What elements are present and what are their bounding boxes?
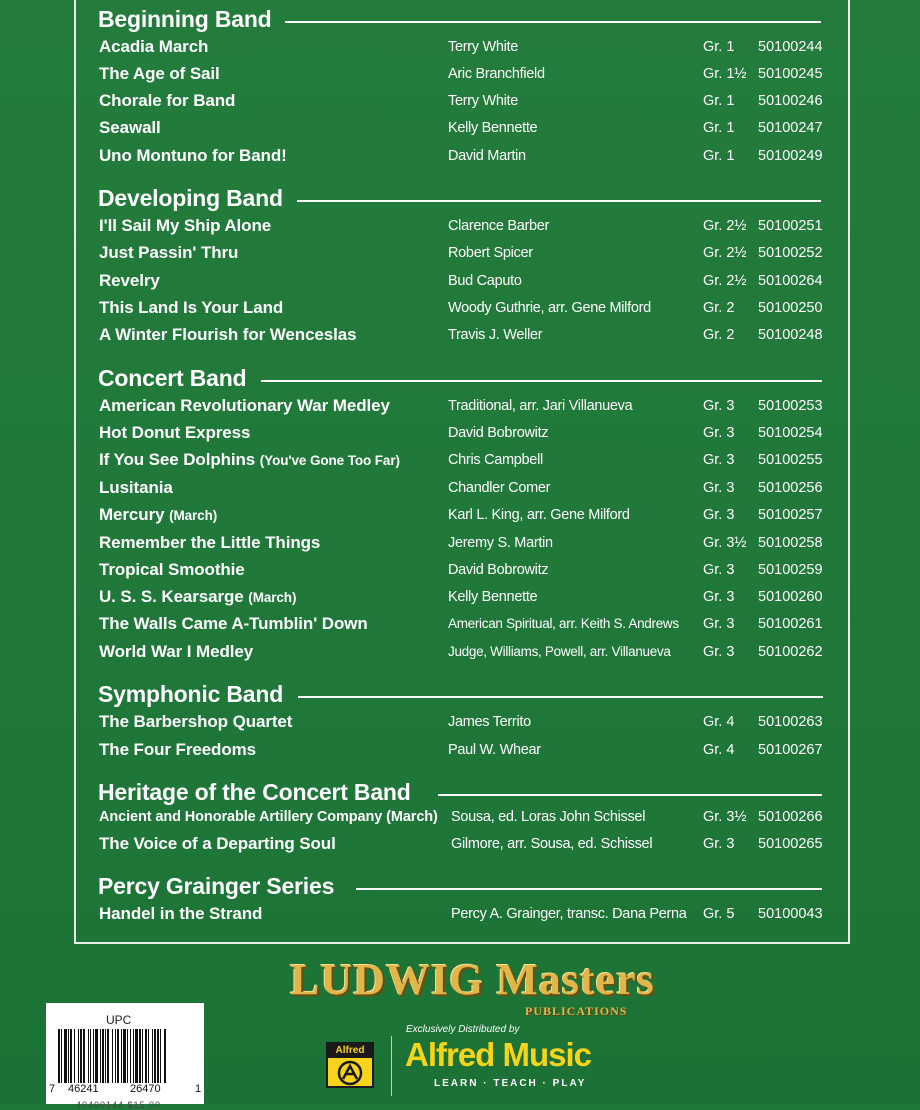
composer: Chris Campbell [448, 452, 543, 468]
composer: Aric Branchfield [448, 66, 545, 82]
grade: Gr. 3 [703, 452, 735, 468]
item-number: 50100260 [758, 589, 823, 605]
barcode-bar [135, 1029, 138, 1083]
section-title: Concert Band [98, 365, 247, 391]
list-item [0, 532, 920, 559]
composer: Woody Guthrie, arr. Gene Milford [448, 300, 651, 316]
grade: Gr. 4 [703, 714, 735, 730]
alfred-tagline: LEARN · TEACH · PLAY [434, 1078, 587, 1089]
logo-wordmark: LUDWIG Masters [290, 955, 655, 1004]
composer: Gilmore, arr. Sousa, ed. Schissel [451, 836, 653, 852]
barcode-bar [105, 1029, 106, 1083]
barcode-bar [70, 1029, 72, 1083]
section-rule [297, 200, 821, 202]
piece-title: The Four Freedoms [99, 740, 256, 759]
alfred-badge [326, 1042, 374, 1088]
piece-title: Hot Donut Express [99, 423, 251, 442]
alfred-emblem-icon [336, 1060, 364, 1086]
item-number: 50100266 [758, 809, 823, 825]
barcode-bar [64, 1029, 67, 1083]
item-number: 50100267 [758, 742, 823, 758]
section-rule [438, 794, 822, 796]
list-item [0, 145, 920, 172]
item-number: 50100250 [758, 300, 823, 316]
item-number: 50100043 [758, 906, 823, 922]
barcode-bar [152, 1029, 153, 1083]
barcode-bar [80, 1029, 82, 1083]
list-item [0, 449, 920, 476]
barcode-bar [88, 1029, 89, 1083]
upc-label: UPC [106, 1013, 132, 1027]
piece-title: World War I Medley [99, 642, 254, 661]
list-item [0, 297, 920, 324]
item-number: 50100251 [758, 218, 823, 234]
barcode-bar [83, 1029, 85, 1083]
list-item [0, 117, 920, 144]
piece-subtitle: (March) [248, 590, 297, 605]
composer: Karl L. King, arr. Gene Milford [448, 507, 630, 523]
barcode-card [46, 1003, 204, 1110]
section-title: Percy Grainger Series [98, 873, 335, 899]
composer: Bud Caputo [448, 273, 522, 289]
composer: Robert Spicer [448, 245, 533, 261]
grade: Gr. 3 [703, 616, 735, 632]
piece-title: The Barbershop Quartet [99, 712, 293, 731]
list-item [0, 395, 920, 422]
grade: Gr. 3 [703, 398, 735, 414]
list-item [0, 806, 920, 833]
grade: Gr. 1 [703, 93, 735, 109]
barcode-bar [121, 1029, 122, 1083]
grade: Gr. 3 [703, 562, 735, 578]
ludwig-masters-logo [290, 954, 655, 1024]
grade: Gr. 1 [703, 120, 735, 136]
barcode-icon [58, 1029, 194, 1083]
barcode-bar [127, 1029, 128, 1083]
item-number: 50100247 [758, 120, 823, 136]
piece-title [99, 586, 296, 609]
list-item [0, 739, 920, 766]
barcode-bar [139, 1029, 141, 1083]
upc-digit-right: 26470 [130, 1083, 161, 1095]
barcode-bar [93, 1029, 94, 1083]
piece-title-main: If You See Dolphins [99, 450, 256, 469]
item-number: 50100263 [758, 714, 823, 730]
list-item [0, 90, 920, 117]
composer: Terry White [448, 39, 519, 55]
piece-title [99, 504, 217, 527]
barcode-bar [95, 1029, 98, 1083]
piece-subtitle: (March) [169, 508, 218, 523]
list-item [0, 711, 920, 738]
list-item [0, 270, 920, 297]
item-number: 50100244 [758, 39, 823, 55]
grade: Gr. 3 [703, 644, 735, 660]
piece-title: Seawall [99, 118, 161, 137]
barcode-bar [160, 1029, 161, 1083]
composer: James Territo [448, 714, 531, 730]
grade: Gr. 2½ [703, 218, 747, 234]
barcode-bar [68, 1029, 69, 1083]
composer: Clarence Barber [448, 218, 550, 234]
barcode-bar [78, 1029, 79, 1083]
composer: Paul W. Whear [448, 742, 541, 758]
barcode-bar [90, 1029, 91, 1083]
barcode-bar [164, 1029, 166, 1083]
item-number: 50100256 [758, 480, 823, 496]
grade: Gr. 1½ [703, 66, 747, 82]
list-item [0, 903, 920, 930]
piece-title: This Land Is Your Land [99, 298, 284, 317]
grade: Gr. 3 [703, 425, 735, 441]
list-item [0, 324, 920, 351]
alfred-badge-label: Alfred [328, 1044, 372, 1058]
grade: Gr. 5 [703, 906, 735, 922]
grade: Gr. 2½ [703, 273, 747, 289]
barcode-bar [112, 1029, 113, 1083]
grade: Gr. 3 [703, 507, 735, 523]
barcode-bar [74, 1029, 75, 1083]
item-number: 50100261 [758, 616, 823, 632]
piece-title: The Age of Sail [99, 64, 220, 83]
item-number: 50100249 [758, 148, 823, 164]
distributed-by-text: Exclusively Distributed by [406, 1024, 520, 1035]
logo-divider [391, 1036, 392, 1096]
section-rule [356, 888, 822, 890]
piece-title: Chorale for Band [99, 91, 236, 110]
logo-subtitle: PUBLICATIONS [525, 1004, 628, 1018]
grade: Gr. 3 [703, 836, 735, 852]
upc-digit-check: 1 [195, 1083, 202, 1095]
piece-title: Acadia March [99, 37, 209, 56]
grade: Gr. 1 [703, 39, 735, 55]
piece-title: A Winter Flourish for Wenceslas [99, 325, 357, 344]
piece-title: Ancient and Honorable Artillery Company (March) [99, 809, 438, 825]
grade: Gr. 1 [703, 148, 735, 164]
grade: Gr. 3 [703, 589, 735, 605]
list-item [0, 641, 920, 668]
piece-title-main: Mercury [99, 505, 165, 524]
composer: Chandler Comer [448, 480, 551, 496]
grade: Gr. 2½ [703, 245, 747, 261]
list-item [0, 242, 920, 269]
composer: Traditional, arr. Jari Villanueva [448, 398, 633, 414]
grade: Gr. 3½ [703, 535, 747, 551]
list-item [0, 504, 920, 531]
item-number: 50100258 [758, 535, 823, 551]
barcode-bar [102, 1029, 104, 1083]
section-rule [261, 380, 822, 382]
list-item [0, 586, 920, 613]
piece-title: Tropical Smoothie [99, 560, 245, 579]
composer: Kelly Bennette [448, 120, 538, 136]
upc-digit-left: 46241 [68, 1083, 99, 1095]
composer: Percy A. Grainger, transc. Dana Perna [451, 906, 687, 922]
barcode-bar [148, 1029, 149, 1083]
composer: David Bobrowitz [448, 562, 549, 578]
item-number: 50100265 [758, 836, 823, 852]
item-number: 50100252 [758, 245, 823, 261]
composer: Kelly Bennette [448, 589, 538, 605]
list-item [0, 215, 920, 242]
grade: Gr. 4 [703, 742, 735, 758]
piece-subtitle: (You've Gone Too Far) [259, 453, 400, 468]
list-item [0, 63, 920, 90]
piece-title: Remember the Little Things [99, 533, 321, 552]
barcode-bar [61, 1029, 62, 1083]
piece-title [99, 449, 400, 472]
composer: David Bobrowitz [448, 425, 549, 441]
item-number: 50100262 [758, 644, 823, 660]
item-number: 50100246 [758, 93, 823, 109]
item-number: 50100248 [758, 327, 823, 343]
composer: Judge, Williams, Powell, arr. Villanueva [448, 644, 671, 659]
price-line: 40400144 $15.00 [76, 1100, 162, 1110]
item-number: 50100255 [758, 452, 823, 468]
list-item [0, 833, 920, 860]
section-rule [298, 696, 823, 698]
barcode-bar [58, 1029, 60, 1083]
composer: Sousa, ed. Loras John Schissel [451, 809, 646, 825]
barcode-bar [100, 1029, 101, 1083]
item-number: 50100257 [758, 507, 823, 523]
piece-title: Just Passin' Thru [99, 243, 239, 262]
barcode-bar [107, 1029, 109, 1083]
section-title: Heritage of the Concert Band [98, 779, 411, 805]
section-rule [285, 21, 821, 23]
piece-title: Lusitania [99, 478, 173, 497]
item-number: 50100254 [758, 425, 823, 441]
barcode-bar [133, 1029, 134, 1083]
grade: Gr. 2 [703, 327, 735, 343]
barcode-bar [142, 1029, 143, 1083]
composer: Terry White [448, 93, 519, 109]
piece-title: Handel in the Strand [99, 904, 263, 923]
grade: Gr. 2 [703, 300, 735, 316]
section-title: Symphonic Band [98, 681, 284, 707]
item-number: 50100245 [758, 66, 823, 82]
barcode-bar [157, 1029, 159, 1083]
alfred-music-wordmark: Alfred Music [405, 1036, 592, 1073]
composer: David Martin [448, 148, 526, 164]
list-item [0, 422, 920, 449]
barcode-bar [117, 1029, 119, 1083]
item-number: 50100259 [758, 562, 823, 578]
piece-title: The Voice of a Departing Soul [99, 834, 336, 853]
barcode-bar [123, 1029, 126, 1083]
list-item [0, 613, 920, 640]
upc-digit-system: 7 [49, 1083, 56, 1095]
barcode-bar [115, 1029, 116, 1083]
list-item [0, 36, 920, 63]
item-number: 50100264 [758, 273, 823, 289]
list-item [0, 559, 920, 586]
composer: American Spiritual, arr. Keith S. Andrews [448, 616, 679, 631]
barcode-bar [130, 1029, 131, 1083]
grade: Gr. 3½ [703, 809, 747, 825]
barcode-bar [145, 1029, 147, 1083]
item-number: 50100253 [758, 398, 823, 414]
piece-title: Uno Montuno for Band! [99, 146, 287, 165]
section-title: Beginning Band [98, 6, 272, 32]
composer: Travis J. Weller [448, 327, 543, 343]
piece-title: Revelry [99, 271, 160, 290]
piece-title-main: U. S. S. Kearsarge [99, 587, 244, 606]
barcode-bar [154, 1029, 156, 1083]
section-title: Developing Band [98, 185, 283, 211]
piece-title: The Walls Came A-Tumblin' Down [99, 614, 368, 633]
list-item [0, 477, 920, 504]
grade: Gr. 3 [703, 480, 735, 496]
composer: Jeremy S. Martin [448, 535, 553, 551]
piece-title: American Revolutionary War Medley [99, 396, 390, 415]
piece-title: I'll Sail My Ship Alone [99, 216, 272, 235]
